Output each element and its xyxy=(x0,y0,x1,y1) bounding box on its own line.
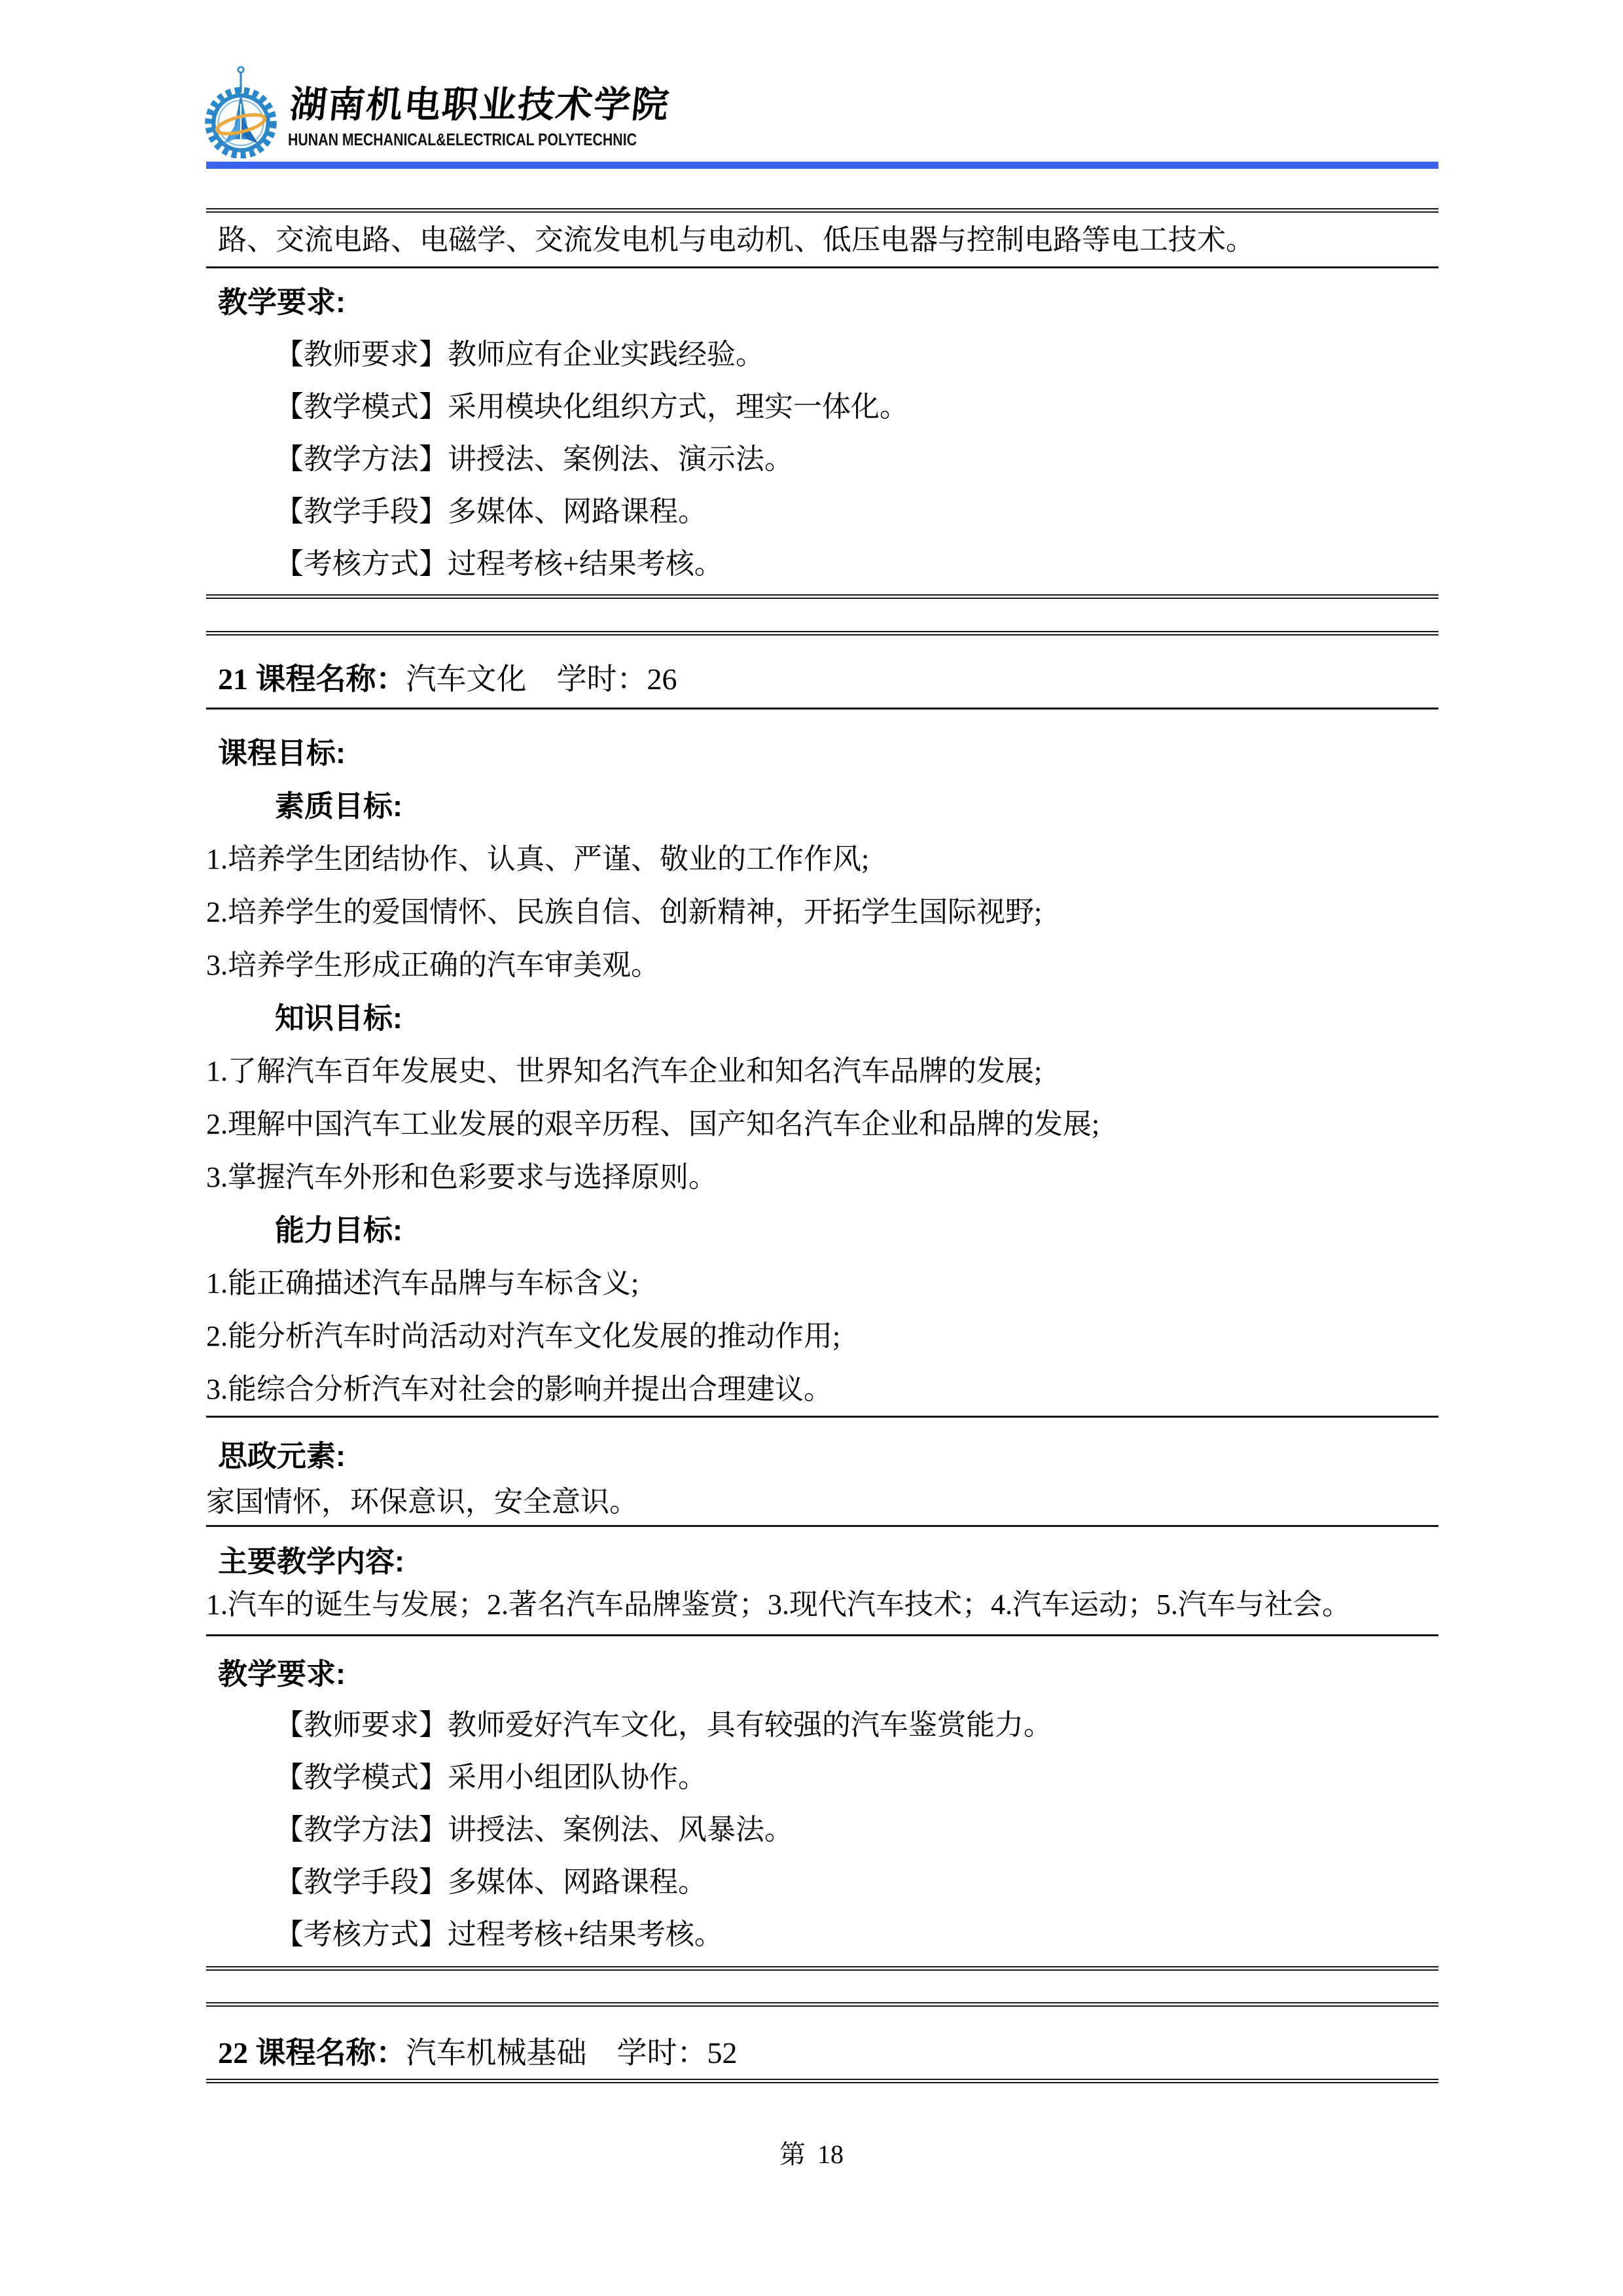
goal-item: 3.能综合分析汽车对社会的影响并提出合理建议。 xyxy=(206,1373,832,1405)
school-name-english: HUNAN MECHANICAL&ELECTRICAL POLYTECHNIC xyxy=(288,130,637,149)
list-item: 【教学手段】多媒体、网路课程。 xyxy=(275,495,707,528)
header-accent-bar xyxy=(206,162,1438,169)
list-item: 【教学方法】讲授法、案例法、风暴法。 xyxy=(275,1814,793,1846)
ideology-text: 家国情怀，环保意识，安全意识。 xyxy=(206,1486,638,1518)
section-heading-teaching-requirements: 教学要求: xyxy=(218,285,346,319)
prev-course-teaching-requirements xyxy=(206,268,1438,594)
list-item: 【考核方式】过程考核+结果考核。 xyxy=(275,1918,723,1950)
page-number-label: 第 xyxy=(779,2140,806,2169)
list-item: 【教师要求】教师爱好汽车文化，具有较强的汽车鉴赏能力。 xyxy=(275,1709,1052,1741)
paragraph-continuation: 路、交流电路、电磁学、交流发电机与电动机、低压电器与控制电路等电工技术。 xyxy=(218,224,1255,256)
table-gap xyxy=(206,599,1438,631)
table-border-double xyxy=(206,2079,1438,2083)
goal-item: 1.培养学生团结协作、认真、严谨、敬业的工作作风; xyxy=(206,843,870,875)
page-footer xyxy=(0,2139,1623,2170)
course-21-title xyxy=(218,660,1438,698)
goal-group-heading-knowledge: 知识目标: xyxy=(275,1001,402,1035)
document-body xyxy=(206,208,1438,2083)
course-21-title-value: 汽车文化 学时：26 xyxy=(406,662,677,696)
course-21-goals-section xyxy=(206,709,1438,1416)
goal-item: 1.能正确描述汽车品牌与车标含义; xyxy=(206,1267,639,1299)
course-22-title-value: 汽车机械基础 学时：52 xyxy=(406,2036,738,2070)
table-border-double xyxy=(206,594,1438,599)
prev-course-tail-section xyxy=(206,213,1438,266)
course-22-title xyxy=(218,2034,1438,2072)
goal-item: 3.掌握汽车外形和色彩要求与选择原则。 xyxy=(206,1161,717,1193)
course-21-teaching-requirements xyxy=(206,1636,1438,1966)
section-heading-main-content: 主要教学内容: xyxy=(218,1545,404,1578)
page-number: 18 xyxy=(817,2140,844,2169)
goal-group-heading-ability: 能力目标: xyxy=(275,1213,402,1247)
goal-item: 2.培养学生的爱国情怀、民族自信、创新精神，开拓学生国际视野; xyxy=(206,896,1043,928)
goal-group-heading-quality: 素质目标: xyxy=(275,789,402,823)
section-heading-course-goals: 课程目标: xyxy=(218,736,346,770)
table-gap xyxy=(206,1971,1438,2002)
goal-item: 3.培养学生形成正确的汽车审美观。 xyxy=(206,949,660,981)
school-logo xyxy=(204,63,713,158)
goal-item: 2.能分析汽车时尚活动对汽车文化发展的推动作用; xyxy=(206,1320,841,1352)
table-border-double xyxy=(206,631,1438,636)
course-21-title-row xyxy=(206,636,1438,708)
school-name-block xyxy=(288,63,713,150)
list-item: 【教学方法】讲授法、案例法、演示法。 xyxy=(275,443,793,475)
main-content-text: 1.汽车的诞生与发展；2.著名汽车品牌鉴赏；3.现代汽车技术；4.汽车运动；5.汽车与社会。 xyxy=(206,1588,1351,1621)
course-22-title-row xyxy=(206,2007,1438,2079)
table-border-double xyxy=(206,2002,1438,2007)
table-border-double xyxy=(206,208,1438,213)
list-item: 【教学模式】采用模块化组织方式，理实一体化。 xyxy=(275,391,908,423)
list-item: 【教师要求】教师应有企业实践经验。 xyxy=(275,338,764,370)
course-22-title-label: 22 课程名称： xyxy=(218,2036,406,2070)
table-border-double xyxy=(206,1966,1438,1971)
school-name-chinese: 湖南机电职业技术学院 xyxy=(287,83,672,126)
list-item: 【考核方式】过程考核+结果考核。 xyxy=(275,548,723,580)
section-heading-ideology: 思政元素: xyxy=(218,1439,346,1473)
goal-item: 2.理解中国汽车工业发展的艰辛历程、国产知名汽车企业和品牌的发展; xyxy=(206,1108,1100,1140)
course-21-content-section xyxy=(206,1527,1438,1634)
section-heading-teaching-requirements: 教学要求: xyxy=(218,1657,346,1691)
goal-item: 1.了解汽车百年发展史、世界知名汽车企业和知名汽车品牌的发展; xyxy=(206,1055,1043,1087)
teaching-requirement-list xyxy=(275,329,1438,590)
list-item: 【教学模式】采用小组团队协作。 xyxy=(275,1761,707,1793)
course-21-ideology-section xyxy=(206,1418,1438,1525)
teaching-requirement-list xyxy=(275,1699,1438,1961)
course-21-title-label: 21 课程名称： xyxy=(218,662,406,696)
list-item: 【教学手段】多媒体、网路课程。 xyxy=(275,1866,707,1898)
school-emblem-icon xyxy=(204,63,277,158)
